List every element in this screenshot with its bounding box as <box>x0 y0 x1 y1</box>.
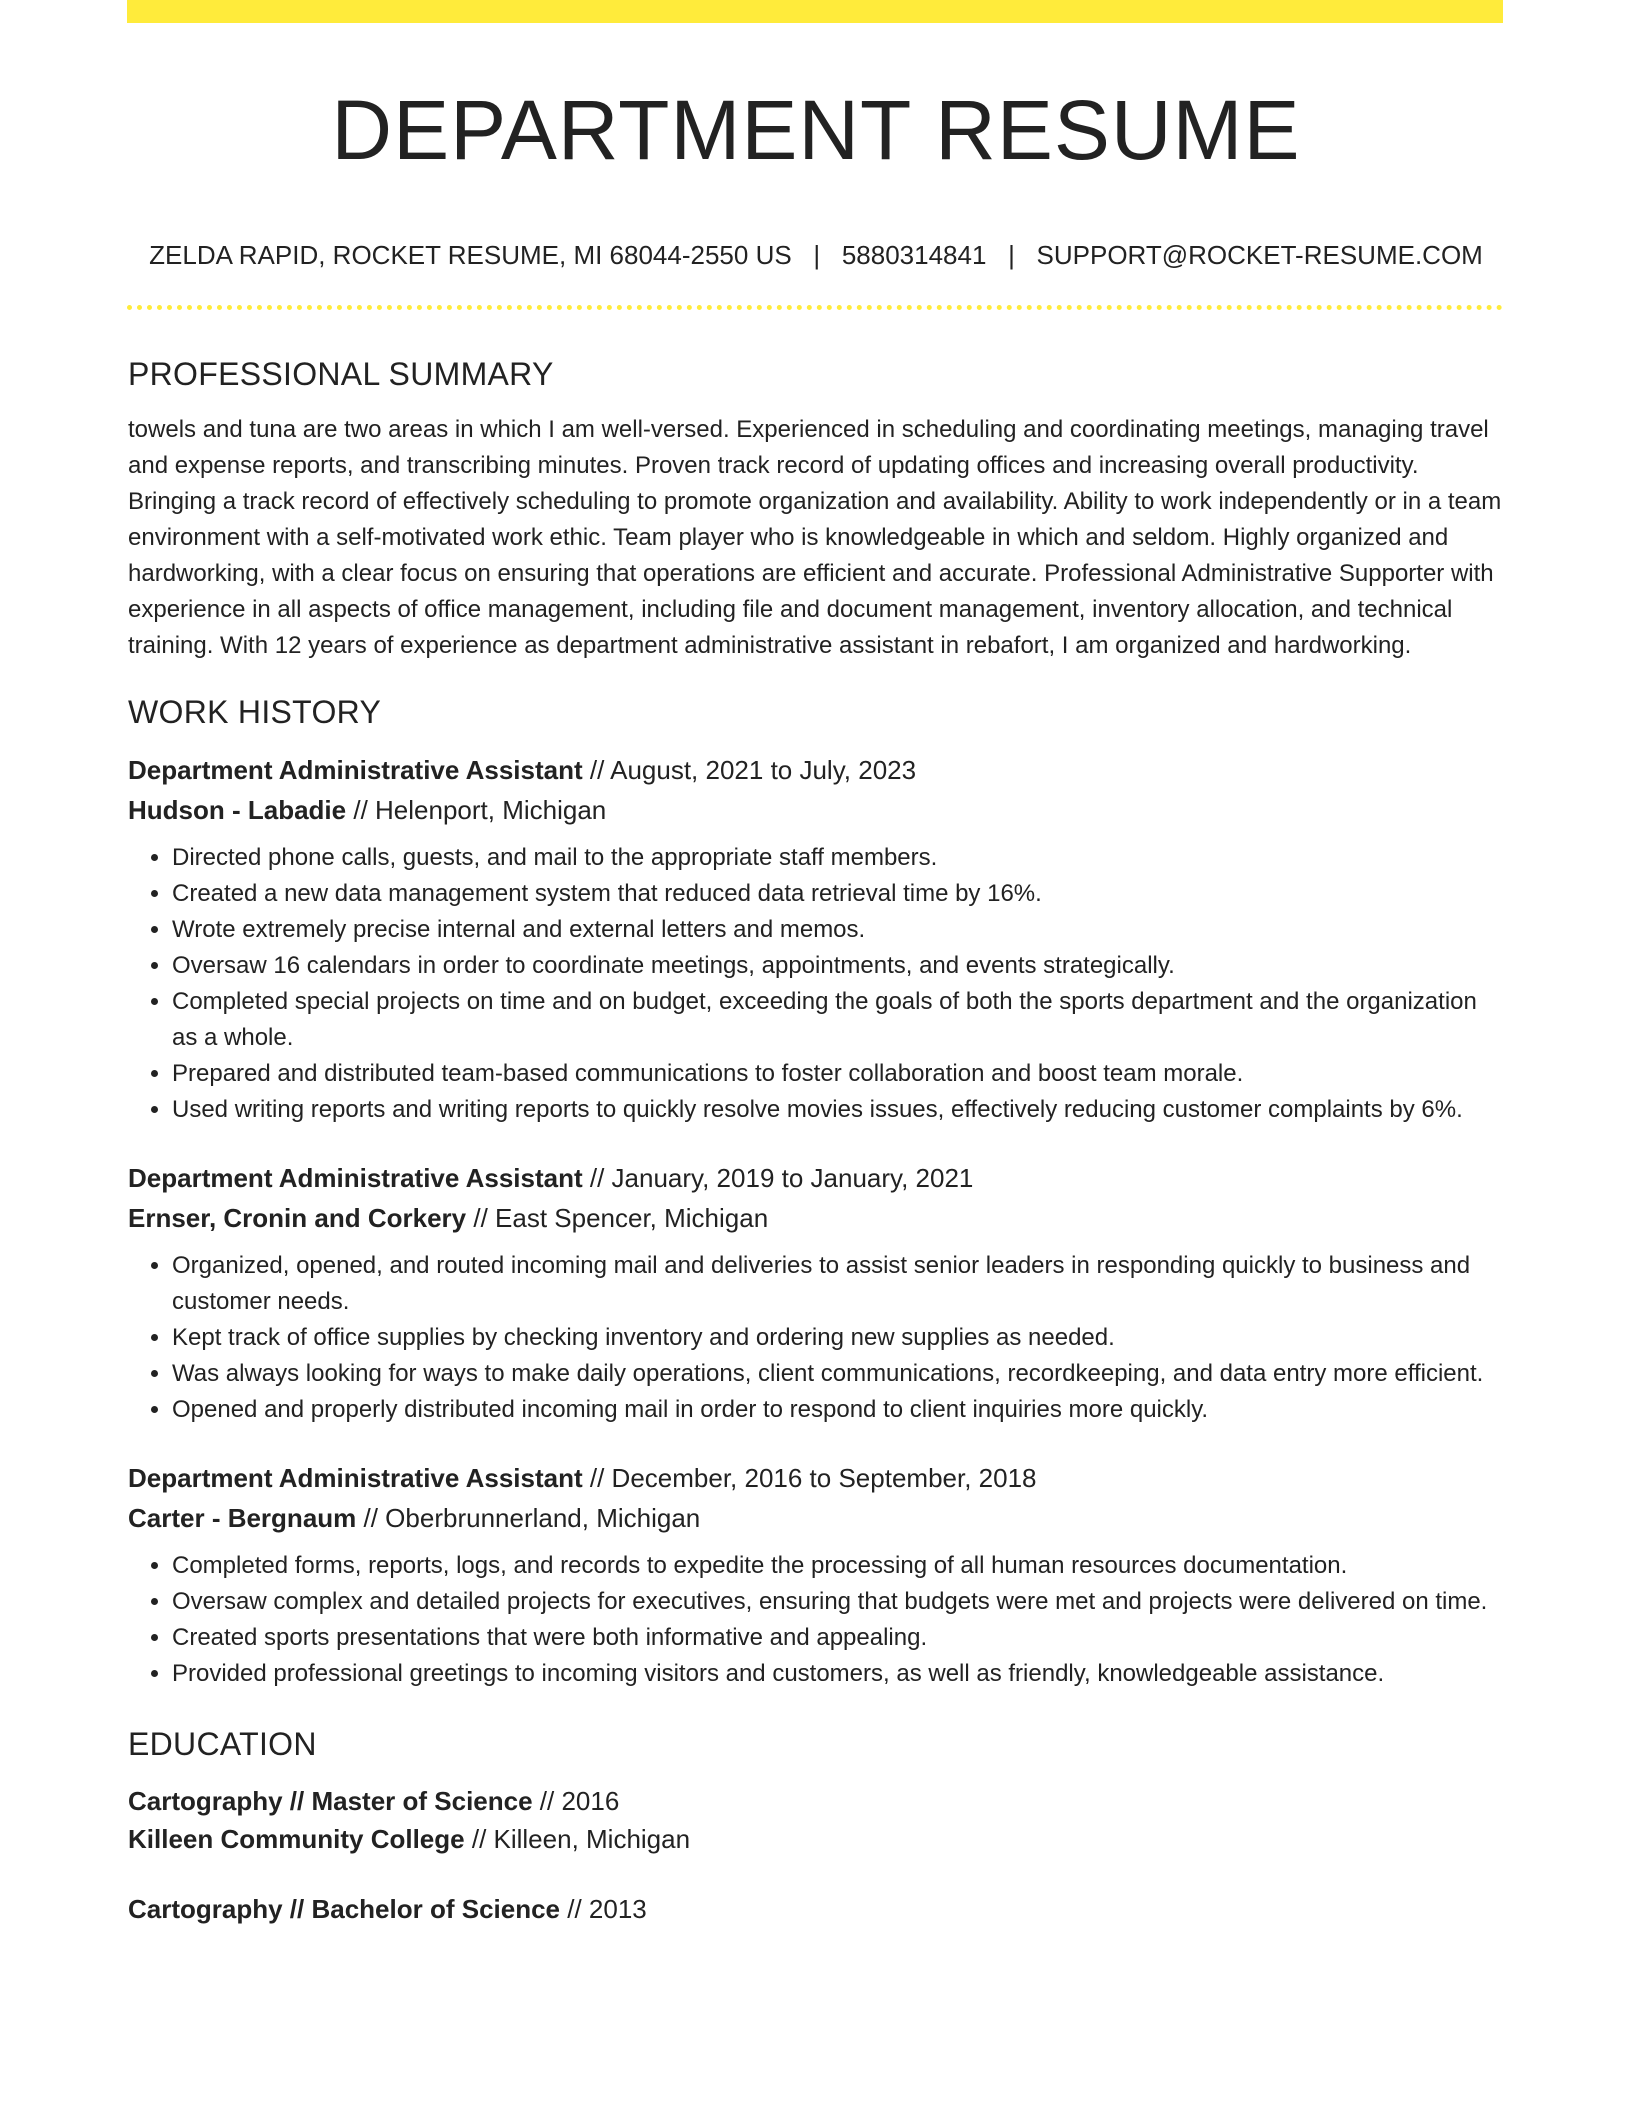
job-bullet: • Created a new data management system that reduced data retrieval time by 16%. <box>172 876 1504 912</box>
job-dates: // August, 2021 to July, 2023 <box>589 755 917 785</box>
education-degree-line <box>128 1782 1504 1820</box>
summary-text: towels and tuna are two areas in which I am well-versed. Experienced in scheduling and coordinating meetings, managing travel and expense reports, and transcribing minutes. Proven track record of updating offices and increasing overall productivity. Bringing a track record of effectively scheduling to promote organization and availability. Ability to work independently or in a team environment with a self-motivated work ethic. Team player who is knowledgeable in which and seldom. Highly organized and hardworking, with a clear focus on ensuring that operations are efficient and accurate. Professional Administrative Supporter with experience in all aspects of office management, including file and document management, inventory allocation, and technical training. With 12 years of experience as department administrative assistant in rebafort, I am organized and hardworking. <box>128 416 1502 659</box>
job-bullet: • Was always looking for ways to make daily operations, client communications, recordkeeping, and data entry more efficient. <box>172 1356 1504 1392</box>
education-year: // 2013 <box>567 1894 647 1924</box>
education-entry <box>128 1890 1504 1928</box>
job-location: // Helenport, Michigan <box>353 795 607 825</box>
education-section <box>128 1722 1504 1928</box>
job-bullet: • Completed forms, reports, logs, and records to expedite the processing of all human resources documentation. <box>172 1548 1504 1584</box>
job-bullet: • Directed phone calls, guests, and mail to the appropriate staff members. <box>172 840 1504 876</box>
job-company: Ernser, Cronin and Corkery <box>128 1203 467 1233</box>
contact-separator: | <box>813 240 821 270</box>
job-bullet: • Organized, opened, and routed incoming mail and deliveries to assist senior leaders in responding quickly to business and customer needs. <box>172 1248 1504 1320</box>
education-location: // Killeen, Michigan <box>471 1824 691 1854</box>
job-bullet-list <box>128 1548 1504 1692</box>
job-title: Department Administrative Assistant <box>128 755 583 785</box>
contact-line <box>0 237 1632 273</box>
job-company: Hudson - Labadie <box>128 795 347 825</box>
job-bullet: • Provided professional greetings to incoming visitors and customers, as well as friendly, knowledgeable assistance. <box>172 1656 1504 1692</box>
job-bullet: • Oversaw 16 calendars in order to coordinate meetings, appointments, and events strategically. <box>172 948 1504 984</box>
job-company-line <box>128 790 1504 830</box>
top-accent-bar <box>127 0 1503 23</box>
job-title: Department Administrative Assistant <box>128 1163 583 1193</box>
education-year: // 2016 <box>539 1786 620 1816</box>
education-entry <box>128 1782 1504 1858</box>
document-title: DEPARTMENT RESUME <box>331 83 1301 177</box>
job-entry <box>128 1458 1504 1692</box>
education-school-line <box>128 1820 1504 1858</box>
work-history-section <box>128 690 1504 1692</box>
job-bullet: • Wrote extremely precise internal and external letters and memos. <box>172 912 1504 948</box>
header-divider <box>127 305 1503 310</box>
contact-email: SUPPORT@ROCKET-RESUME.COM <box>1036 240 1483 270</box>
job-title-line <box>128 750 1504 790</box>
work-history-heading: WORK HISTORY <box>128 694 382 730</box>
contact-separator: | <box>1008 240 1015 270</box>
job-dates: // January, 2019 to January, 2021 <box>589 1163 974 1193</box>
job-entry <box>128 750 1504 1128</box>
job-bullet: • Kept track of office supplies by checking inventory and ordering new supplies as needed. <box>172 1320 1504 1356</box>
education-degree-line <box>128 1890 1504 1928</box>
contact-address: ZELDA RAPID, ROCKET RESUME, MI 68044-2550 US <box>149 240 792 270</box>
job-company: Carter - Bergnaum <box>128 1503 357 1533</box>
job-title-line <box>128 1458 1504 1498</box>
job-bullet: • Prepared and distributed team-based communications to foster collaboration and boost team morale. <box>172 1056 1504 1092</box>
job-company-line <box>128 1498 1504 1538</box>
education-heading: EDUCATION <box>128 1726 317 1762</box>
job-entry <box>128 1158 1504 1428</box>
education-degree: Cartography // Master of Science <box>128 1786 533 1816</box>
job-title: Department Administrative Assistant <box>128 1463 583 1493</box>
job-bullet-list <box>128 1248 1504 1428</box>
summary-heading: PROFESSIONAL SUMMARY <box>128 356 554 392</box>
job-bullet: • Opened and properly distributed incoming mail in order to respond to client inquiries more quickly. <box>172 1392 1504 1428</box>
job-company-line <box>128 1198 1504 1238</box>
summary-section <box>128 352 1504 664</box>
resume-content <box>128 352 1504 1960</box>
job-bullet-list <box>128 840 1504 1128</box>
job-bullet: • Created sports presentations that were both informative and appealing. <box>172 1620 1504 1656</box>
job-bullet: • Completed special projects on time and on budget, exceeding the goals of both the sports department and the organization as a whole. <box>172 984 1504 1056</box>
contact-phone: 5880314841 <box>841 240 987 270</box>
job-location: // Oberbrunnerland, Michigan <box>363 1503 701 1533</box>
job-dates: // December, 2016 to September, 2018 <box>589 1463 1037 1493</box>
education-school: Killeen Community College <box>128 1824 465 1854</box>
job-bullet: • Used writing reports and writing reports to quickly resolve movies issues, effectively reducing customer complaints by 6%. <box>172 1092 1504 1128</box>
job-bullet: • Oversaw complex and detailed projects for executives, ensuring that budgets were met and projects were delivered on time. <box>172 1584 1504 1620</box>
job-title-line <box>128 1158 1504 1198</box>
job-location: // East Spencer, Michigan <box>473 1203 769 1233</box>
education-degree: Cartography // Bachelor of Science <box>128 1894 561 1924</box>
